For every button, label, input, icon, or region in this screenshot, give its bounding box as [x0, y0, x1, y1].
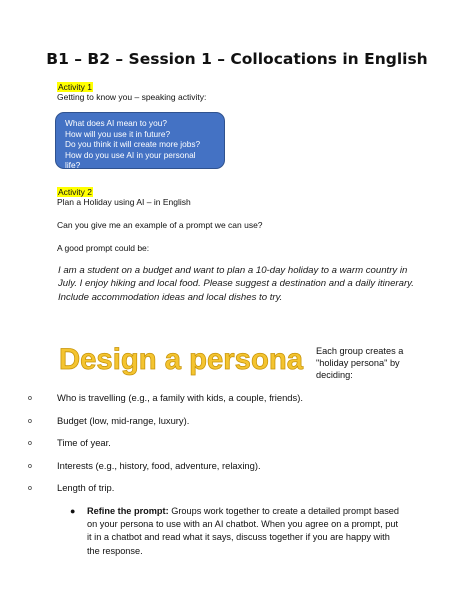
example-prompt-line: July. I enjoy hiking and local food. Please suggest a destination and a daily itinerary.	[58, 278, 414, 290]
circle-bullet-icon: o	[28, 484, 32, 492]
question-line: What does AI mean to you?	[65, 118, 167, 128]
prompt-question: Can you give me an example of a prompt we can use?	[57, 220, 263, 230]
question-line: How do you use AI in your personal	[65, 149, 196, 160]
activity-2-subtitle: Plan a Holiday using AI – in English	[57, 197, 191, 207]
persona-note-line: "holiday persona" by	[316, 358, 400, 368]
example-prompt	[58, 264, 428, 304]
persona-note	[316, 345, 426, 381]
page-title: B1 – B2 – Session 1 – Collocations in English	[46, 50, 428, 68]
design-a-persona-banner	[57, 340, 307, 376]
circle-bullet-icon: o	[28, 462, 32, 470]
example-prompt-line: I am a student on a budget and want to plan a 10-day holiday to a warm country in	[58, 265, 408, 276]
question-line: life?	[65, 160, 81, 169]
question-line: Do you think it will create more jobs?	[65, 139, 201, 150]
refine-text-line: Groups work together to create a detailed prompt based	[168, 506, 400, 516]
list-item: o Length of trip.	[28, 482, 115, 493]
activity-2-label: Activity 2	[58, 187, 93, 197]
list-item: o Time of year.	[28, 437, 111, 448]
good-prompt-intro: A good prompt could be:	[57, 243, 150, 253]
circle-bullet-icon: o	[28, 417, 32, 425]
banner-text: Design a persona	[59, 343, 304, 376]
refine-prompt-item	[70, 505, 430, 558]
activity-1-label: Activity 1	[58, 82, 93, 92]
circle-bullet-icon: o	[28, 439, 32, 447]
circle-bullet-icon: o	[28, 394, 32, 402]
discussion-questions-box	[55, 112, 225, 169]
list-item: o Interests (e.g., history, food, adventure, relaxing).	[28, 460, 261, 471]
list-item: o Budget (low, mid-range, luxury).	[28, 415, 190, 426]
bullet-dot-icon: ●	[70, 506, 76, 516]
activity-1-subtitle: Getting to know you – speaking activity:	[57, 92, 207, 102]
persona-note-line: deciding:	[316, 370, 353, 380]
refine-text-line: on your persona to use with an AI chatbot. When you agree on a prompt, put	[87, 519, 399, 530]
refine-text-line: it in a chatbot and read what it says, discuss together if you are happy with	[87, 532, 390, 543]
question-line: How will you use it in future?	[65, 128, 171, 139]
refine-text-line: the response.	[87, 545, 143, 556]
example-prompt-line: Include accommodation ideas and local dishes to try.	[58, 291, 283, 303]
refine-label: Refine the prompt:	[87, 506, 169, 516]
list-item: o Who is travelling (e.g., a family with kids, a couple, friends).	[28, 392, 303, 403]
persona-note-line: Each group creates a	[316, 346, 404, 356]
